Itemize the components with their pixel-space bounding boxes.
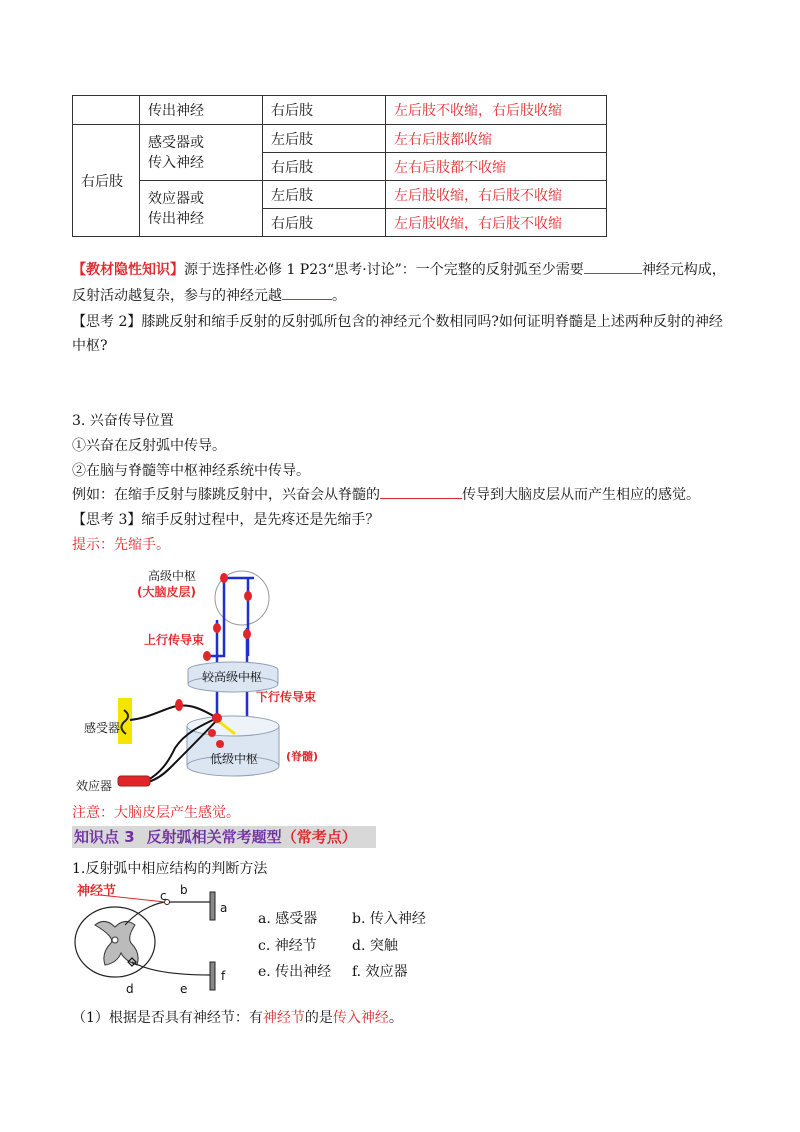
label-effector: 效应器	[76, 779, 113, 793]
table-cell: 左右后肢都不收缩	[386, 153, 607, 181]
label-spinal: (脊髓)	[286, 750, 319, 763]
section3-example: 例如：在缩手反射与膝跳反射中，兴奋会从脊髓的 传导到大脑皮层从而产生相应的感觉。	[72, 487, 700, 503]
reflex-pathway-diagram	[70, 558, 370, 798]
think3: 【思考 3】缩手反射过程中，是先疼还是先缩手？	[72, 512, 380, 528]
knowledge-point-header: 知识点 3 反射弧相关常考题型（常考点）	[72, 826, 376, 848]
effector-muscle	[118, 776, 150, 786]
table-sub-label: 感受器或 传入神经	[140, 125, 263, 181]
table-cell: 左后肢收缩，右后肢不收缩	[386, 209, 607, 237]
table-cell: 右后肢	[263, 96, 386, 125]
judge-title: 1.反射弧中相应结构的判断方法	[72, 861, 268, 877]
table-cell: 右后肢	[263, 153, 386, 181]
label-descending: 下行传导束	[256, 690, 317, 704]
label-ganglion: 神经节	[77, 884, 117, 899]
table-cell: 左右后肢都收缩	[386, 125, 607, 153]
label-low-center: 低级中枢	[210, 752, 259, 766]
label-ascending: 上行传导束	[144, 633, 205, 647]
section3-item2: ②在脑与脊髓等中枢神经系统中传导。	[72, 463, 310, 479]
label-receptor: 感受器	[84, 721, 121, 735]
legend-b: b. 传入神经	[352, 911, 426, 927]
rule1: （1）根据是否具有神经节：有神经节的是传入神经。	[72, 1010, 403, 1026]
label-b: b	[180, 883, 188, 897]
table-cell: 左后肢收缩，右后肢不收缩	[386, 181, 607, 209]
legend-e: e. 传出神经	[258, 964, 332, 980]
hidden-knowledge-line2: 反射活动越复杂，参与的神经元越 。	[72, 288, 346, 304]
legend-f: f. 效应器	[352, 964, 408, 980]
think2-line2: 中枢?	[72, 338, 108, 354]
label-c: c	[160, 889, 167, 903]
legend-c: c. 神经节	[258, 938, 317, 954]
section3-item1: ①兴奋在反射弧中传导。	[72, 438, 226, 454]
legend-a: a. 感受器	[258, 911, 318, 927]
label-high-center: 高级中枢	[148, 569, 197, 583]
table-cell: 右后肢	[263, 209, 386, 237]
result-table	[72, 95, 607, 237]
label-higher-center: 较高级中枢	[202, 670, 263, 684]
label-a: a	[220, 901, 228, 915]
label-d: d	[126, 982, 134, 996]
legend-d: d. 突触	[352, 938, 398, 954]
section3-title: 3. 兴奋传导位置	[72, 413, 174, 429]
table-cell: 传出神经	[140, 96, 263, 125]
table-cell: 左后肢	[263, 125, 386, 153]
label-cortex: (大脑皮层)	[137, 585, 196, 599]
label-e: e	[180, 982, 188, 996]
think2-line1: 【思考 2】膝跳反射和缩手反射的反射弧所包含的神经元个数相同吗?如何证明脊髓是上述两种反射的神经	[72, 314, 723, 330]
table-cell: 左后肢不收缩，右后肢收缩	[386, 96, 607, 125]
hidden-knowledge-line1: 【教材隐性知识】源于选择性必修 1 P23“思考·讨论”：一个完整的反射弧至少需要 神经元构成，	[72, 262, 726, 278]
spinal-cord-diagram	[70, 880, 245, 1000]
hint: 提示：先缩手。	[72, 537, 170, 553]
table-cell: 左后肢	[263, 181, 386, 209]
table-group-label: 右后肢	[73, 125, 140, 237]
receptor-a	[210, 892, 215, 920]
note: 注意：大脑皮层产生感觉。	[72, 805, 240, 821]
table-cell-empty	[73, 96, 140, 125]
table-sub-label: 效应器或 传出神经	[140, 181, 263, 237]
effector-f	[210, 962, 215, 990]
label-f: f	[221, 969, 226, 983]
